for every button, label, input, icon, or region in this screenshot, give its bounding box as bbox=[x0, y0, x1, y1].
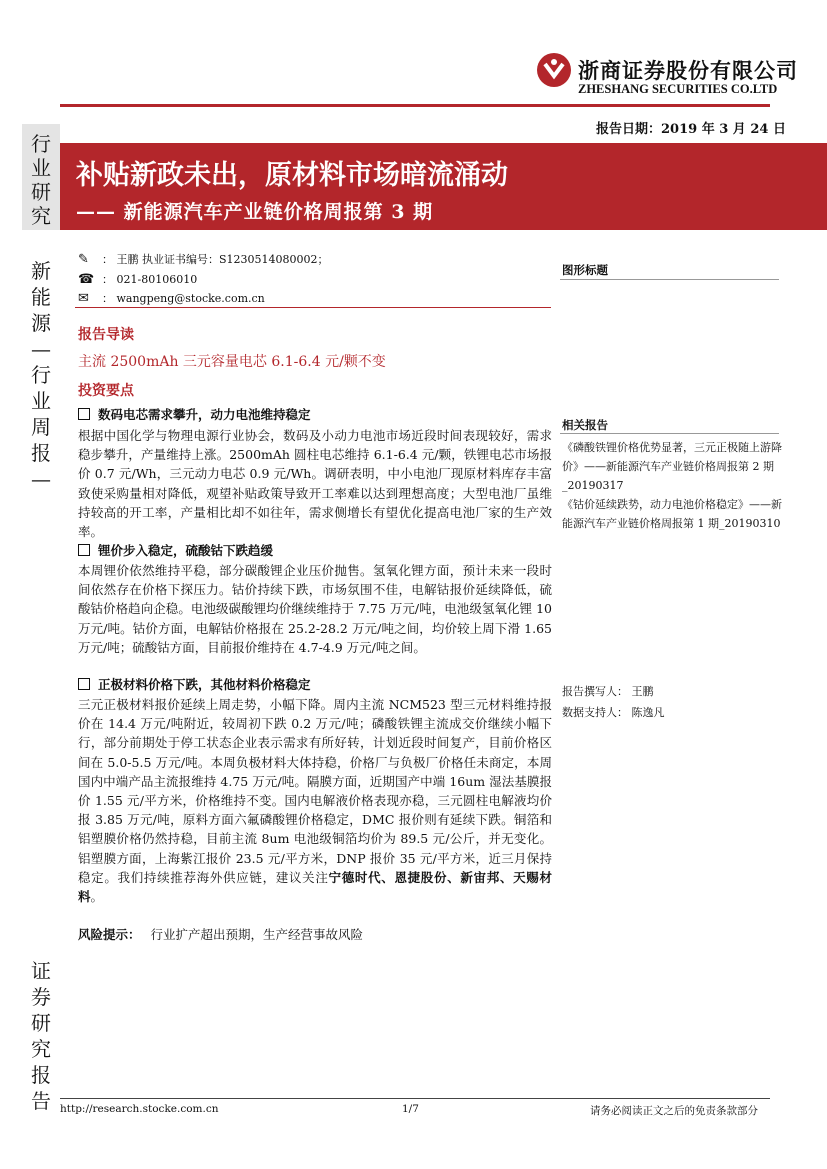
author-phone: ： 021-80106010 bbox=[102, 273, 198, 286]
report-writer: 报告撰写人： 王鹏 bbox=[562, 685, 654, 698]
points-heading: 投资要点 bbox=[78, 383, 134, 399]
sidebar-char: 告 bbox=[31, 1089, 51, 1113]
related-heading: 相关报告 bbox=[562, 418, 608, 432]
data-support: 数据支持人： 陈逸凡 bbox=[562, 706, 665, 719]
company-name-cn: 浙商证券股份有限公司 bbox=[578, 59, 798, 83]
related-item[interactable]: 《钴价延续跌势，动力电池价格稳定》——新能源汽车产业链价格周报第 1 期_20190310 bbox=[562, 498, 782, 530]
sidebar-char: 行 bbox=[31, 363, 51, 387]
footer-disclaimer: 请务必阅读正文之后的免责条款部分 bbox=[590, 1105, 758, 1117]
company-logo-icon bbox=[536, 52, 572, 88]
author-email: ： wangpeng@stocke.com.cn bbox=[102, 292, 265, 305]
stock-picks: 宁德时代、恩捷股份、新宙邦、天赐材料 bbox=[78, 869, 552, 905]
footer-rule bbox=[60, 1098, 770, 1099]
sidebar-char: — bbox=[31, 337, 51, 361]
point-title-text: 数码电芯需求攀升，动力电池维持稳定 bbox=[98, 407, 311, 422]
pen-icon: ✎ bbox=[78, 252, 89, 267]
sidebar-char: 业 bbox=[31, 389, 51, 413]
sidebar-char: 券 bbox=[31, 985, 51, 1009]
sidebar-char: — bbox=[31, 467, 51, 491]
point-body-text: 三元正极材料报价延续上周走势，小幅下降。周内主流 NCM523 型三元材料维持报价在 14.4 万元/吨附近，较周初下跌 0.2 万元/吨；磷酸铁锂主流成交价继续小幅下行，部分前期处于停工状态企业表示需求有所好转，计划近段时间复产，目前价格区间在 5.0-5.5 万元/吨。本周负极材料大体持稳，价格厂与负极厂价格任未商定，本周国内中端产品主流报维持 4.75 万元/吨。隔膜方面，近期国产中端 16um 湿法基膜报价 1.55 元/平方米，价格维持不变。国内电解液价格表现亦稳，三元圆柱电解液均价报 3.85 万元/吨，原料方面六氟磷酸锂价格稳定，DMC 报价则有延续下跌。铜箔和铝塑膜价格仍然持稳，目前主流 8um 电池级铜箔均价为 89.5 元/公斤，并无变化。铝塑膜方面，上海紫江报价 23.5 元/平方米，DNP 报价 35 元/平方米，近三月保持稳定。我们持续推荐海外供应链，建议关注 bbox=[78, 697, 552, 885]
related-item[interactable]: 《磷酸铁锂价格优势显著，三元正极随上游降价》——新能源汽车产业链价格周报第 2 期_20190317 bbox=[562, 441, 782, 492]
point-title-text: 正极材料价格下跌，其他材料价格稳定 bbox=[98, 677, 311, 692]
point-body: 本周锂价依然维持平稳，部分碳酸锂企业压价抛售。氢氧化锂方面，预计未来一段时间依然存在价格下探压力。钴价持续下跌，市场氛围不佳，电解钴报价延续降低，硫酸钴价格趋向企稳。电池级碳酸锂均价继续维持于 7.75 万元/吨，电池级氢氧化锂 10 万元/吨。钴价方面，电解钴价格报在 25.2-28.2 万元/吨之间，均价较上周下滑 1.65 万元/吨；硫酸钴方面，目前报价维持在 4.7-4.9 万元/吨之间。 bbox=[78, 563, 552, 655]
sidebar-char: 证 bbox=[31, 959, 51, 983]
point-body: 根据中国化学与物理电源行业协会，数码及小动力电池市场近段时间表现较好，需求稳步攀升，产量维持上涨。2500mAh 圆柱电芯维持 6.1-6.4 元/颗，铁锂电芯市场报价 0.7 元/Wh，三元动力电芯 0.9 元/Wh。调研表明，中小电池厂现原材料库存丰富致使采购量相对降低，观望补贴政策导致开工率难以达到理想高度；大型电池厂虽维持较高的开工率，产量相比却不如往年，需求侧增长有望优化提高电池厂家的生产效率。 bbox=[78, 428, 552, 540]
point-title bbox=[78, 405, 311, 423]
checkbox-bullet-icon bbox=[78, 678, 90, 690]
header-rule bbox=[60, 104, 770, 107]
point-body bbox=[78, 695, 552, 906]
sidebar-char: 究 bbox=[31, 204, 51, 228]
sidebar-char: 研 bbox=[31, 180, 51, 204]
point-title bbox=[78, 675, 311, 693]
sidebar-char: 行 bbox=[31, 132, 51, 156]
risk-label: 风险提示： bbox=[78, 927, 141, 942]
sidebar-char: 报 bbox=[31, 441, 51, 465]
report-title: 补贴新政未出，原材料市场暗流涌动 bbox=[76, 160, 508, 191]
figure-title: 图形标题 bbox=[562, 263, 608, 277]
risk-note bbox=[78, 925, 363, 943]
guide-lead: 主流 2500mAh 三元容量电芯 6.1-6.4 元/颗不变 bbox=[78, 354, 386, 370]
sidebar-char: 源 bbox=[31, 311, 51, 335]
point-body-end: 。 bbox=[90, 889, 104, 905]
report-date: 报告日期：2019 年 3 月 24 日 bbox=[596, 122, 786, 137]
risk-text: 行业扩产超出预期，生产经营事故风险 bbox=[150, 927, 364, 942]
checkbox-bullet-icon bbox=[78, 544, 90, 556]
author-name: ： 王鹏 执业证书编号：S1230514080002； bbox=[102, 253, 329, 266]
sidebar-char: 周 bbox=[31, 415, 51, 439]
company-name-en: ZHESHANG SECURITIES CO.LTD bbox=[578, 82, 778, 96]
sidebar-category bbox=[22, 124, 60, 230]
sidebar-char: 研 bbox=[31, 1011, 51, 1035]
footer-url[interactable]: http://research.stocke.com.cn bbox=[60, 1103, 219, 1115]
sidebar-char: 报 bbox=[31, 1063, 51, 1087]
sidebar-char: 能 bbox=[31, 285, 51, 309]
point-title-text: 锂价步入稳定，硫酸钴下跌趋缓 bbox=[98, 543, 274, 558]
sidebar-char: 业 bbox=[31, 156, 51, 180]
figure-rule bbox=[560, 279, 779, 280]
related-list bbox=[562, 438, 782, 533]
author-rule bbox=[75, 307, 551, 308]
page-number: 1/7 bbox=[402, 1103, 419, 1115]
point-title bbox=[78, 541, 273, 559]
sidebar-char: 新 bbox=[31, 259, 51, 283]
checkbox-bullet-icon bbox=[78, 408, 90, 420]
author-row bbox=[78, 251, 329, 267]
sidebar-doc-type bbox=[26, 958, 56, 1114]
report-subtitle: —— 新能源汽车产业链价格周报第 3 期 bbox=[76, 201, 434, 223]
sidebar-report-type bbox=[26, 258, 56, 492]
sidebar-char: 究 bbox=[31, 1037, 51, 1061]
guide-heading: 报告导读 bbox=[78, 327, 134, 343]
phone-icon: ☎ bbox=[78, 272, 95, 287]
envelope-icon: ✉ bbox=[78, 291, 89, 306]
email-row bbox=[78, 290, 265, 306]
related-rule bbox=[560, 433, 779, 434]
phone-row bbox=[78, 271, 197, 287]
